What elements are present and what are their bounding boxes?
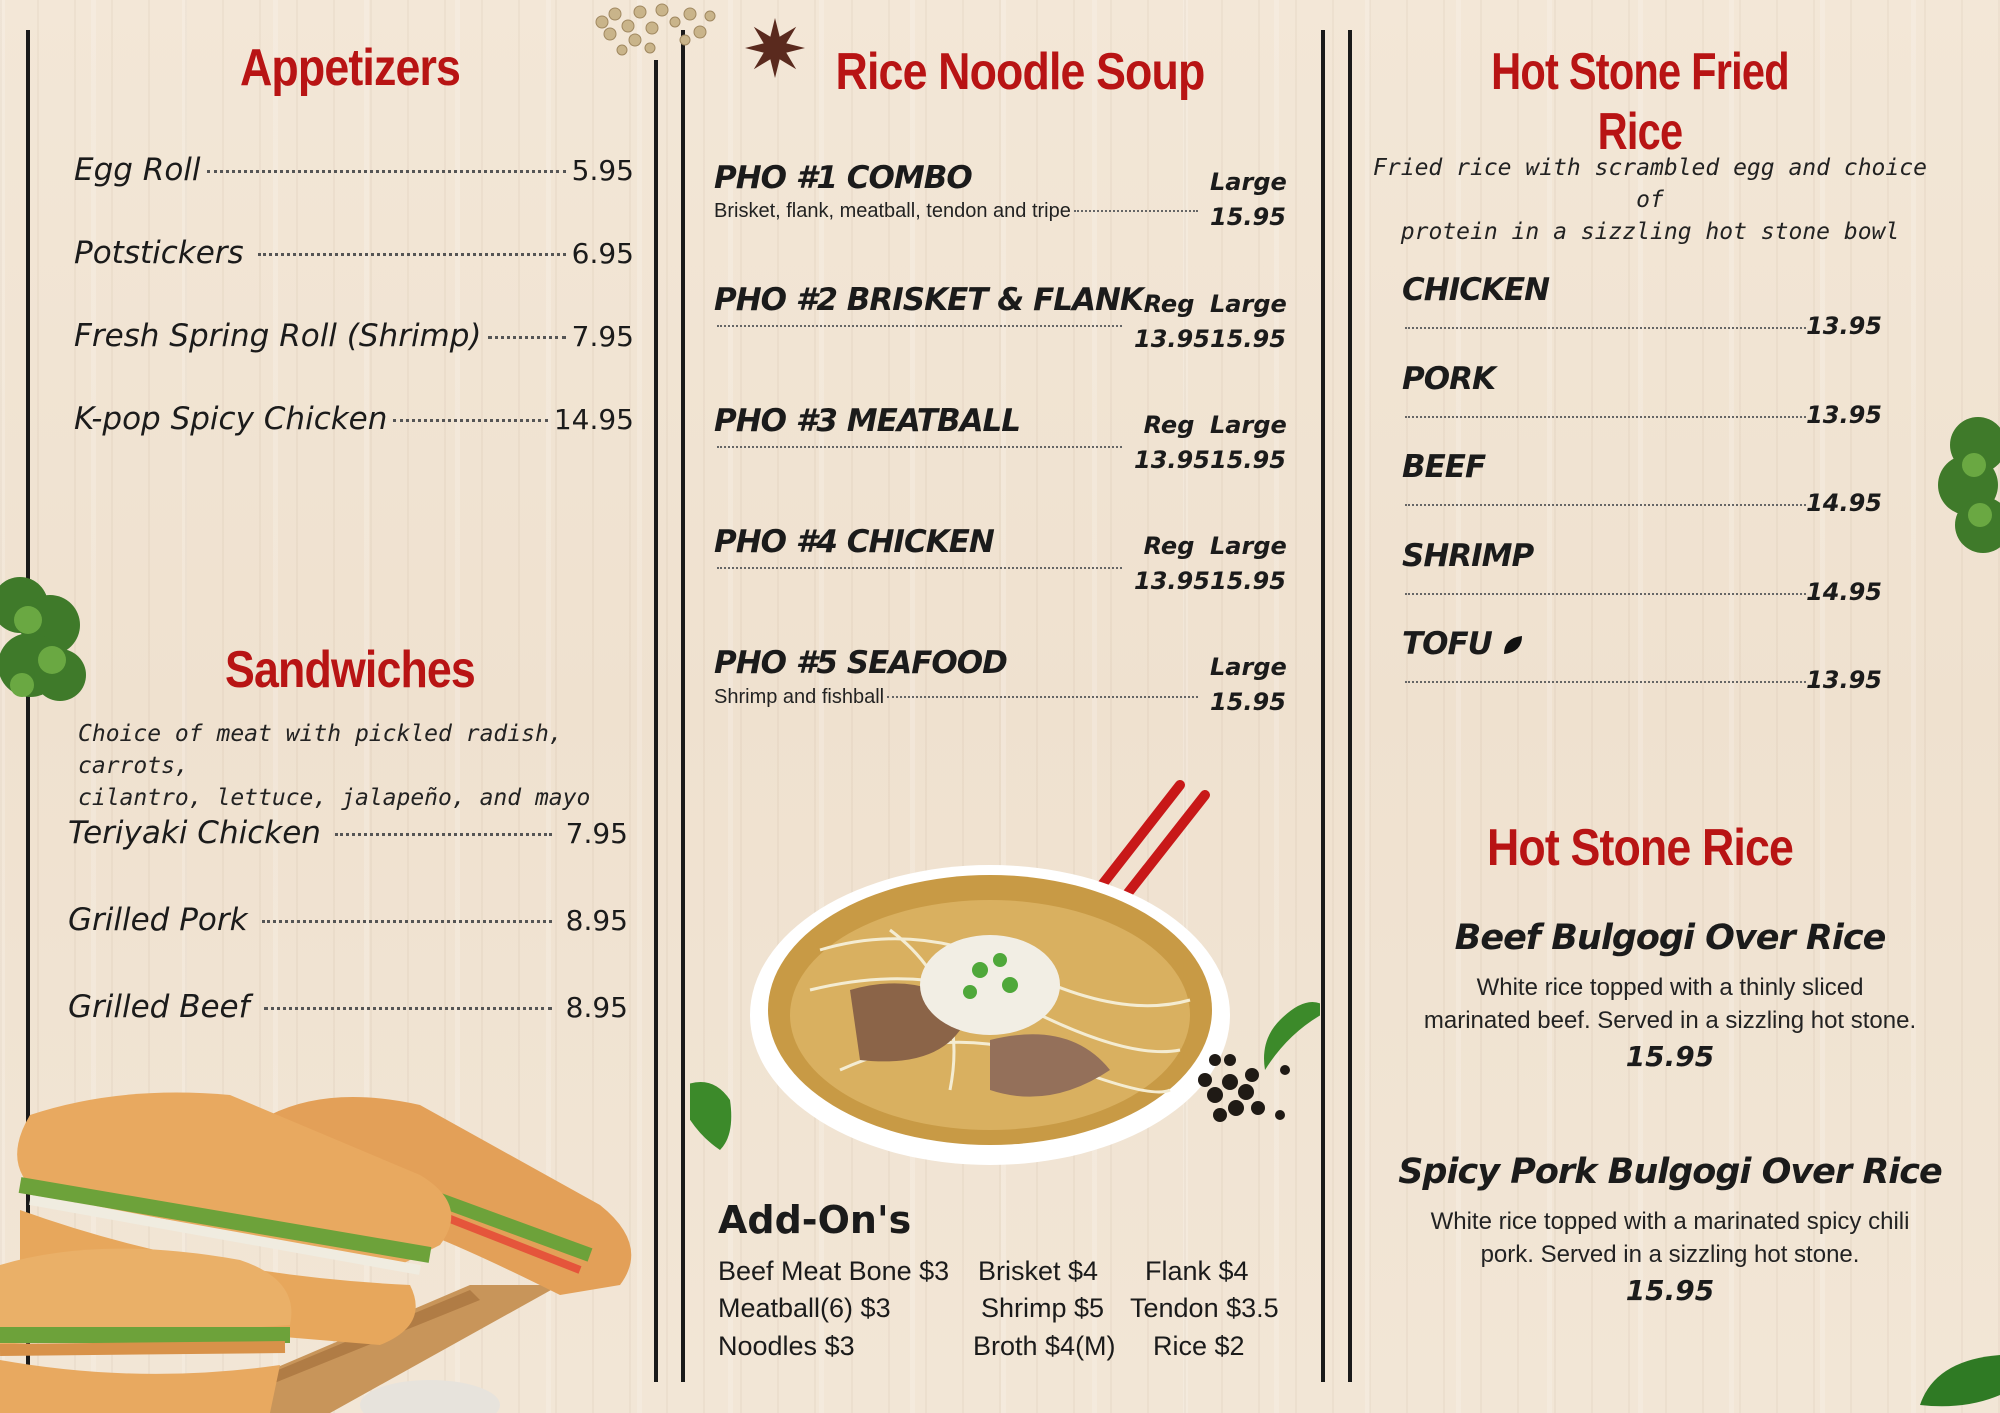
leader-dots <box>393 419 547 422</box>
hot-stone-item-name: Spicy Pork Bulgogi Over Rice <box>1398 1152 1942 1192</box>
leader-dots <box>258 253 566 256</box>
addon-item: Rice $2 <box>1153 1331 1245 1361</box>
addon-item: Meatball(6) $3 <box>718 1293 891 1323</box>
size-label-large: Large <box>1210 168 1287 196</box>
pho-item-desc-row <box>714 686 1198 709</box>
leader-dots <box>717 567 1122 569</box>
leader-dots <box>262 920 552 923</box>
sandwiches-description <box>78 718 638 814</box>
addons-title: Add-On's <box>718 1198 912 1242</box>
noodle-soup-title: Rice Noodle Soup <box>835 43 1205 101</box>
lettuce-icon <box>0 565 92 725</box>
addon-item: Tendon $3.5 <box>1130 1293 1279 1323</box>
leader-dots <box>1405 681 1806 683</box>
fried-rice-item-name: SHRIMP <box>1402 538 1534 574</box>
pho-item-desc-row <box>714 451 1122 453</box>
size-label-large: Large <box>1210 290 1287 318</box>
divider-col2-right <box>1321 30 1325 1382</box>
description-line: marinated beef. Served in a sizzling hot stone. <box>1423 1007 1917 1034</box>
leader-dots <box>1405 593 1806 595</box>
fried-rice-price-row <box>1402 489 1882 517</box>
addon-item: Beef Meat Bone $3 <box>718 1256 950 1286</box>
pho-item-name: PHO #1 COMBO <box>714 160 972 196</box>
hot-stone-item-desc <box>1380 971 1960 1037</box>
leader-dots <box>1405 327 1806 329</box>
addon-item: Shrimp $5 <box>981 1293 1105 1323</box>
size-label-large: Large <box>1210 411 1287 439</box>
price-large: 15.95 <box>1210 567 1286 595</box>
menu-item <box>68 815 628 851</box>
description-line: Choice of meat with pickled radish, carrots, <box>78 721 563 779</box>
item-price: 14.95 <box>553 403 634 436</box>
divider-col2-left <box>681 30 685 1382</box>
item-price: 7.95 <box>571 320 634 353</box>
addon-item: Noodles $3 <box>718 1331 855 1361</box>
item-name: Egg Roll <box>74 152 201 188</box>
fried-rice-item-name: BEEF <box>1402 449 1486 485</box>
hot-stone-item-price: 15.95 <box>1625 1274 1715 1307</box>
leader-dots <box>488 336 566 339</box>
lettuce-icon <box>1938 405 2000 565</box>
hot-stone-item-desc <box>1380 1205 1960 1271</box>
description-line: pork. Served in a sizzling hot stone. <box>1480 1241 1860 1268</box>
item-name: Fresh Spring Roll (Shrimp) <box>74 318 482 354</box>
item-price: 13.95 <box>1806 401 1882 429</box>
divider-col1-right <box>654 60 658 1382</box>
description-line: protein in a sizzling hot stone bowl <box>1400 219 1900 245</box>
size-label-large: Large <box>1210 532 1287 560</box>
hot-stone-item-name: Beef Bulgogi Over Rice <box>1454 918 1886 958</box>
menu-item <box>74 235 634 271</box>
description-line: cilantro, lettuce, jalapeño, and mayo <box>78 785 591 811</box>
leader-dots <box>1405 416 1806 418</box>
pho-item-desc-row <box>714 572 1122 574</box>
menu-item <box>74 401 634 437</box>
hot-stone-rice-title: Hot Stone Rice <box>1486 819 1793 877</box>
leader-dots <box>717 325 1122 327</box>
fried-rice-price-row <box>1402 578 1882 606</box>
fried-rice-price-row <box>1402 312 1882 340</box>
leader-dots <box>1405 504 1806 506</box>
tofu-label: TOFU <box>1402 626 1492 662</box>
price-large: 15.95 <box>1210 203 1286 231</box>
menu-item <box>68 902 628 938</box>
divider-col3-left <box>1348 30 1352 1382</box>
price-reg: 13.95 <box>1134 567 1210 595</box>
item-price: 8.95 <box>565 991 628 1024</box>
sandwiches-title: Sandwiches <box>225 641 475 699</box>
leader-dots <box>335 833 552 836</box>
menu-item <box>68 989 628 1025</box>
size-label-large: Large <box>1210 653 1287 681</box>
item-name: Grilled Beef <box>68 989 250 1025</box>
description-line: White rice topped with a thinly sliced <box>1476 974 1864 1001</box>
fried-rice-item-name <box>1402 626 1524 662</box>
fried-rice-description <box>1370 152 1930 248</box>
appetizers-title: Appetizers <box>239 39 461 97</box>
fried-rice-item-name: PORK <box>1402 361 1495 397</box>
pho-item-name: PHO #3 MEATBALL <box>714 403 1021 439</box>
item-name: Grilled Pork <box>68 902 248 938</box>
hot-stone-item-price: 15.95 <box>1625 1040 1715 1073</box>
item-price: 13.95 <box>1806 666 1882 694</box>
item-price: 5.95 <box>571 154 634 187</box>
menu-item <box>74 318 634 354</box>
leader-dots <box>1074 210 1198 212</box>
price-reg: 13.95 <box>1134 446 1210 474</box>
leaf-icon <box>1502 634 1524 656</box>
addon-item: Flank $4 <box>1145 1256 1249 1286</box>
size-label-reg: Reg <box>1143 290 1195 318</box>
leader-dots <box>887 696 1198 698</box>
leaf-icon <box>1915 1350 2000 1413</box>
item-price: 8.95 <box>565 904 628 937</box>
item-price: 13.95 <box>1806 312 1882 340</box>
leader-dots <box>207 170 566 173</box>
price-reg: 13.95 <box>1134 325 1210 353</box>
item-name: Potstickers <box>74 235 244 271</box>
peppercorn-icon <box>590 0 750 70</box>
description-line: White rice topped with a marinated spicy chili <box>1430 1208 1910 1235</box>
item-price: 14.95 <box>1806 578 1882 606</box>
leader-dots <box>717 446 1122 448</box>
item-price: 6.95 <box>571 237 634 270</box>
price-large: 15.95 <box>1210 325 1286 353</box>
price-large: 15.95 <box>1210 688 1286 716</box>
item-name: Teriyaki Chicken <box>68 815 321 851</box>
addon-item: Brisket $4 <box>978 1256 1099 1286</box>
addon-item: Broth $4(M) <box>973 1331 1116 1361</box>
fried-rice-title: Hot Stone Fried Rice <box>1491 43 1789 161</box>
pho-bowl-image <box>690 770 1320 1180</box>
size-label-reg: Reg <box>1143 411 1195 439</box>
leader-dots <box>264 1007 552 1010</box>
pho-item-desc-row <box>714 200 1198 223</box>
sandwich-image <box>0 1085 650 1413</box>
menu-item <box>74 152 634 188</box>
pho-item-name: PHO #5 SEAFOOD <box>714 645 1007 681</box>
item-name: K-pop Spicy Chicken <box>74 401 388 437</box>
price-large: 15.95 <box>1210 446 1286 474</box>
pho-item-desc: Brisket, flank, meatball, tendon and tripe <box>714 200 1071 222</box>
fried-rice-item-name: CHICKEN <box>1402 272 1550 308</box>
fried-rice-price-row <box>1402 666 1882 694</box>
star-anise-icon <box>740 8 810 88</box>
pho-item-desc-row <box>714 330 1122 332</box>
pho-item-name: PHO #2 BRISKET & FLANK <box>714 282 1143 318</box>
description-line: Fried rice with scrambled egg and choice of <box>1373 155 1927 213</box>
fried-rice-price-row <box>1402 401 1882 429</box>
item-price: 14.95 <box>1806 489 1882 517</box>
pho-item-desc: Shrimp and fishball <box>714 686 885 708</box>
item-price: 7.95 <box>565 817 628 850</box>
size-label-reg: Reg <box>1143 532 1195 560</box>
pho-item-name: PHO #4 CHICKEN <box>714 524 994 560</box>
